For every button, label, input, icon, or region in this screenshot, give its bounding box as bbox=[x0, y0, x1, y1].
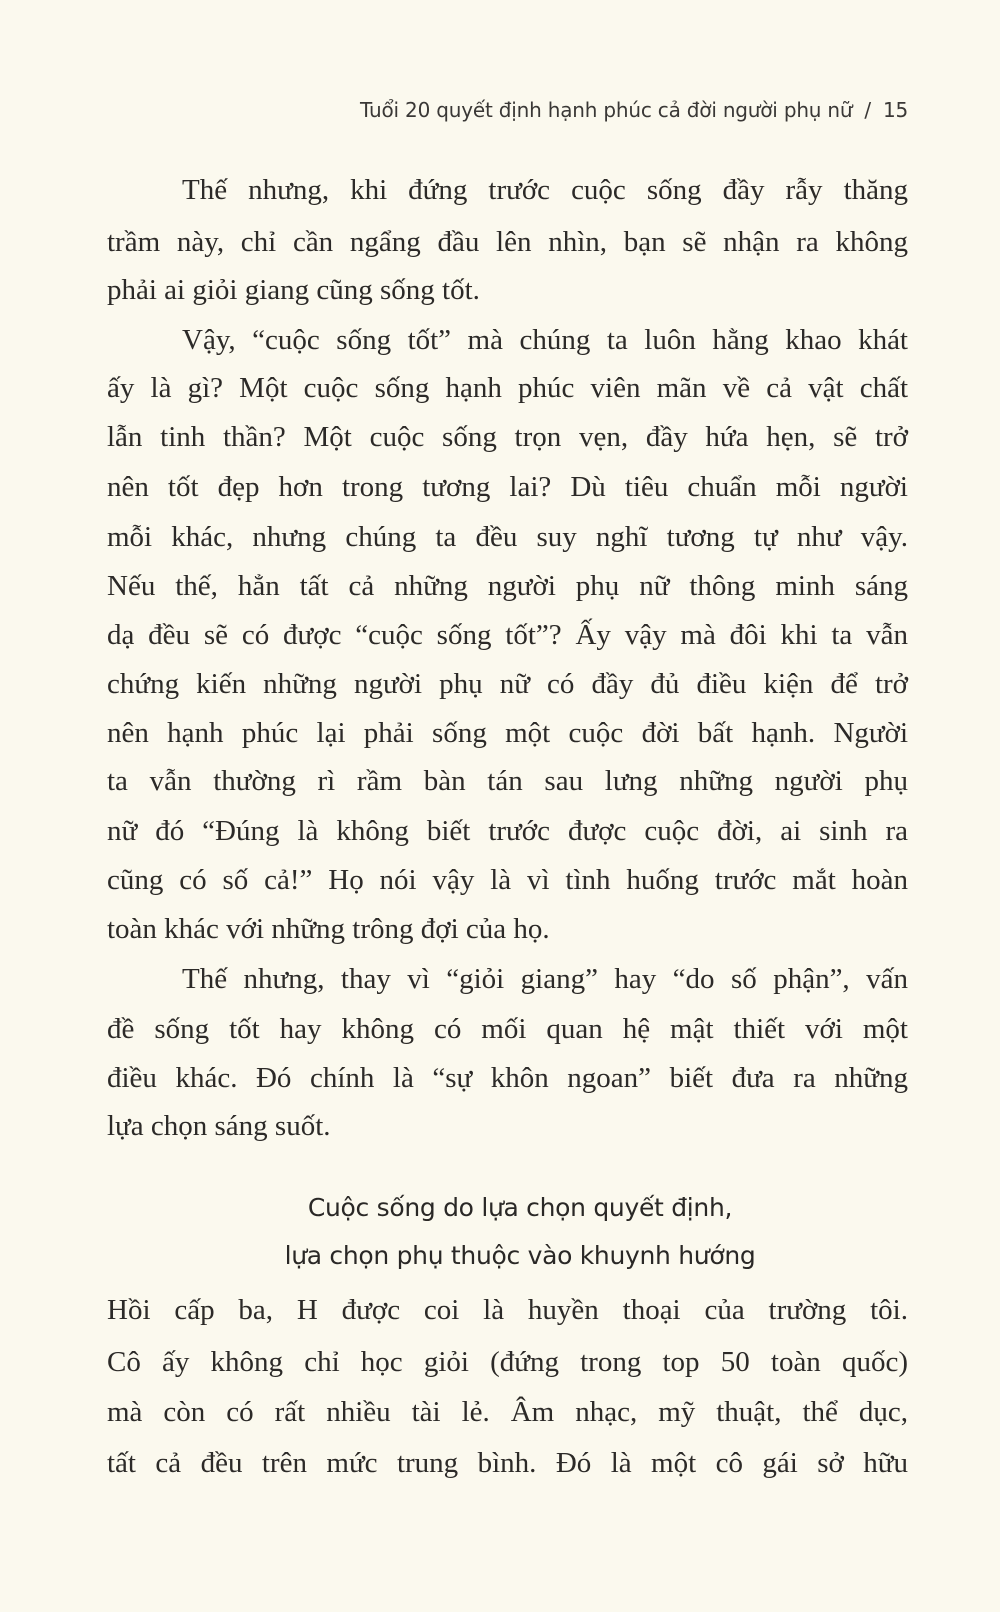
paragraph-1-line: trầm này, chỉ cần ngẩng đầu lên nhìn, bạn sẽ nhận ra không bbox=[107, 226, 908, 258]
paragraph-2-line: ta vẫn thường rì rầm bàn tán sau lưng những người phụ bbox=[107, 765, 908, 797]
paragraph-2-line: ấy là gì? Một cuộc sống hạnh phúc viên mãn về cả vật chất bbox=[107, 372, 908, 404]
paragraph-2-line: lẫn tinh thần? Một cuộc sống trọn vẹn, đầy hứa hẹn, sẽ trở bbox=[107, 421, 908, 453]
page-number: 15 bbox=[882, 98, 908, 122]
paragraph-1-line: phải ai giỏi giang cũng sống tốt. bbox=[107, 274, 480, 306]
section-paragraph-line: mà còn có rất nhiều tài lẻ. Âm nhạc, mỹ thuật, thể dục, bbox=[107, 1396, 908, 1428]
paragraph-2-line: mỗi khác, nhưng chúng ta đều suy nghĩ tương tự như vậy. bbox=[107, 521, 908, 553]
paragraph-2-line: cũng có số cả!” Họ nói vậy là vì tình huống trước mắt hoàn bbox=[107, 864, 908, 896]
paragraph-2-line: Vậy, “cuộc sống tốt” mà chúng ta luôn hằng khao khát bbox=[182, 324, 908, 356]
paragraph-3-line: Thế nhưng, thay vì “giỏi giang” hay “do số phận”, vấn bbox=[182, 963, 908, 995]
paragraph-3-line: đề sống tốt hay không có mối quan hệ mật thiết với một bbox=[107, 1013, 908, 1045]
section-heading-line: lựa chọn phụ thuộc vào khuynh hướng bbox=[284, 1241, 756, 1270]
book-title: Tuổi 20 quyết định hạnh phúc cả đời người phụ nữ bbox=[360, 98, 853, 122]
paragraph-2-line: Nếu thế, hẳn tất cả những người phụ nữ thông minh sáng bbox=[107, 570, 908, 602]
paragraph-2-line: nên hạnh phúc lại phải sống một cuộc đời bất hạnh. Người bbox=[107, 717, 908, 749]
paragraph-2-line: dạ đều sẽ có được “cuộc sống tốt”? Ấy vậy mà đôi khi ta vẫn bbox=[107, 619, 908, 651]
header-separator: / bbox=[864, 98, 871, 122]
paragraph-2-line: nên tốt đẹp hơn trong tương lai? Dù tiêu chuẩn mỗi người bbox=[107, 471, 908, 503]
paragraph-1-line: Thế nhưng, khi đứng trước cuộc sống đầy rẫy thăng bbox=[182, 174, 908, 206]
paragraph-3-line: lựa chọn sáng suốt. bbox=[107, 1110, 331, 1142]
section-paragraph-line: Hồi cấp ba, H được coi là huyền thoại của trường tôi. bbox=[107, 1294, 908, 1326]
paragraph-2-line: nữ đó “Đúng là không biết trước được cuộc đời, ai sinh ra bbox=[107, 815, 908, 847]
section-paragraph-line: tất cả đều trên mức trung bình. Đó là một cô gái sở hữu bbox=[107, 1447, 908, 1479]
section-paragraph-line: Cô ấy không chỉ học giỏi (đứng trong top 50 toàn quốc) bbox=[107, 1346, 908, 1378]
paragraph-2-line: chứng kiến những người phụ nữ có đầy đủ điều kiện để trở bbox=[107, 668, 908, 700]
paragraph-2-line: toàn khác với những trông đợi của họ. bbox=[107, 913, 550, 945]
section-heading-line: Cuộc sống do lựa chọn quyết định, bbox=[307, 1193, 733, 1222]
paragraph-3-line: điều khác. Đó chính là “sự khôn ngoan” biết đưa ra những bbox=[107, 1062, 908, 1094]
running-header bbox=[360, 98, 908, 122]
